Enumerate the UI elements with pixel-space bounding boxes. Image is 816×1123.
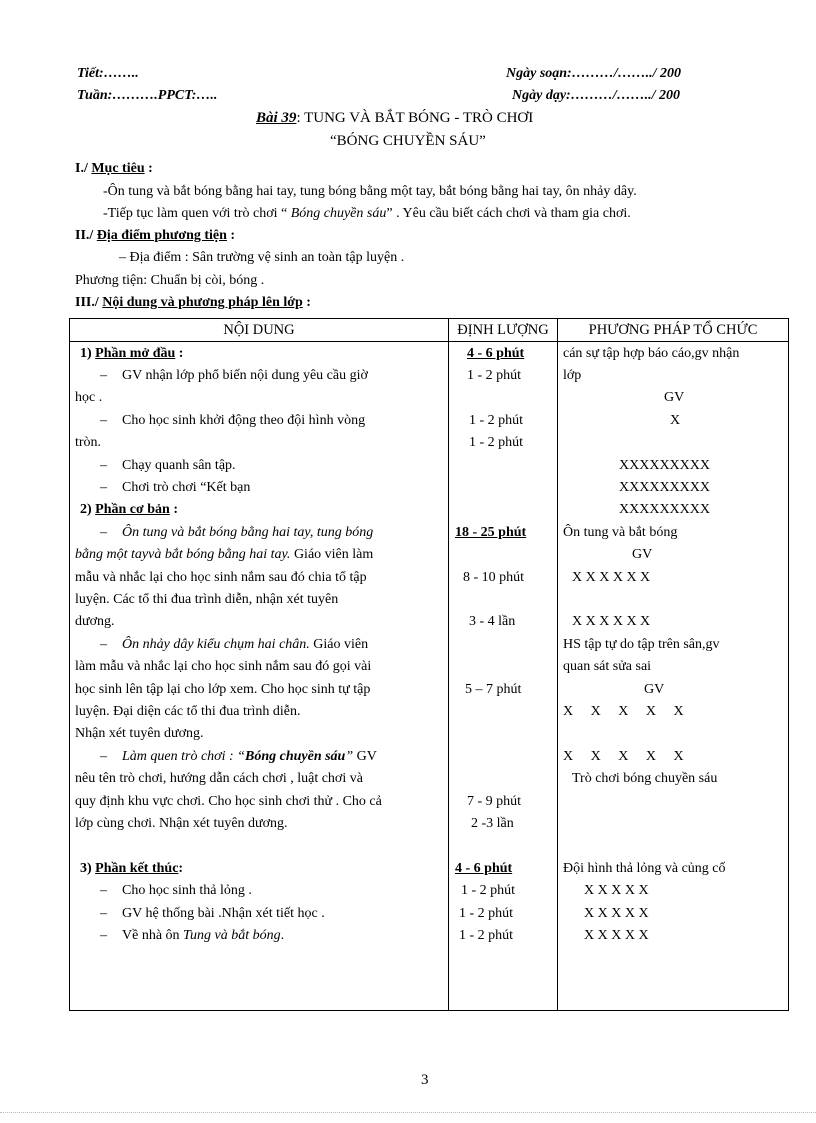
part1-item-b: – Cho học sinh khởi động theo đội hình vòng [100, 413, 366, 428]
pp-formation-row: X X X X X X [572, 570, 651, 585]
part2-item-c-line3: quy định khu vực chơi. Cho học sinh chơi thử . Cho cả [75, 794, 382, 809]
table-header-row [70, 319, 789, 342]
dl-value: 5 – 7 phút [465, 682, 522, 697]
lesson-title-line2: “BÓNG CHUYỀN SÁU” [330, 133, 486, 149]
dl-part2-total: 18 - 25 phút [455, 525, 527, 540]
pp-text: Đội hình thả lỏng và củng cố [563, 861, 726, 876]
part3-heading: 3) Phần kết thúc: [80, 861, 184, 876]
lesson-title-text: : TUNG VÀ BẮT BÓNG - TRÒ CHƠI [296, 110, 534, 126]
part2-item-c-line4: lớp cùng chơi. Nhận xét tuyên dương. [75, 816, 288, 831]
content-cell [70, 342, 449, 1011]
part2-item-a-line4: luyện. Các tổ thi đua trình diễn, nhận xét tuyên [75, 592, 339, 607]
dl-value: 3 - 4 lần [469, 614, 516, 629]
phuong-tien-line: Phương tiện: Chuẩn bị còi, bóng . [75, 273, 265, 288]
part3-item-a: – Cho học sinh thả lỏng . [100, 883, 252, 898]
ngay-day-label: Ngày dạy:………/……../ 200 [512, 88, 680, 103]
part2-item-c-line2: nêu tên trò chơi, hướng dẫn cách chơi , luật chơi và [75, 771, 363, 786]
tiet-label: Tiết:…….. [77, 66, 139, 81]
phuong-phap-cell [558, 342, 789, 1011]
pp-text: quan sát sửa sai [563, 659, 652, 674]
part1-heading: 1) Phần mở đầu : [80, 346, 184, 361]
part2-item-c: – Làm quen trò chơi : “Bóng chuyền sáu” GV [100, 749, 377, 764]
part3-item-c: – Về nhà ôn Tung và bắt bóng. [100, 928, 285, 943]
part1-item-a-cont: học . [75, 390, 103, 405]
part2-item-b-line5: Nhận xét tuyên dương. [75, 726, 204, 741]
table-body-row [70, 342, 789, 1011]
pp-formation-row: XXXXXXXXX [619, 502, 710, 517]
part2-item-b-line4: luyện. Đại diện các tổ thi đua trình diễn. [75, 704, 301, 719]
pp-formation-row: X X X X X [584, 883, 649, 898]
pp-gv-marker: GV [664, 390, 685, 405]
dl-value: 2 -3 lần [471, 816, 514, 831]
lesson-plan-table [69, 318, 789, 1011]
pp-text: HS tập tự do tập trên sân,gv [563, 637, 720, 652]
muc-tieu-line1: -Ôn tung và bắt bóng bằng hai tay, tung bóng bằng một tay, bắt bóng bằng hai tay, ôn nhảy dây. [103, 184, 637, 199]
pp-formation-row: XXXXXXXXX [619, 480, 710, 495]
part2-heading: 2) Phần cơ bản : [80, 502, 179, 517]
part2-item-a-line2: bằng một tayvà bắt bóng bằng hai tay. Giáo viên làm [75, 547, 374, 562]
dl-value: 1 - 2 phút [459, 928, 514, 943]
dl-value: 1 - 2 phút [467, 368, 522, 383]
part1-item-c: – Chạy quanh sân tập. [100, 458, 236, 473]
pp-formation-row: X X X X X [584, 906, 649, 921]
pp-formation-row: X X X X X [584, 928, 649, 943]
part3-item-b: – GV hệ thống bài .Nhận xét tiết học . [100, 906, 325, 921]
part1-item-b-cont: tròn. [75, 435, 102, 450]
header-noi-dung: NỘI DUNG [70, 319, 449, 342]
pp-formation-row: X X X X X X [572, 614, 651, 629]
ngay-soan-label: Ngày soạn:………/……../ 200 [506, 66, 681, 81]
pp-formation-row: X X X X X [563, 749, 684, 764]
dl-value: 1 - 2 phút [461, 883, 516, 898]
muc-tieu-line2: -Tiếp tục làm quen với trò chơi “ Bóng chuyền sáu” . Yêu cầu biết cách chơi và tham gia chơi. [103, 206, 631, 221]
pp-text: Trò chơi bóng chuyền sáu [572, 771, 718, 786]
section-noi-dung-heading: III./ Nội dung và phương pháp lên lớp : [75, 295, 311, 310]
pp-formation-row: XXXXXXXXX [619, 458, 710, 473]
pp-formation-row: X X X X X [563, 704, 684, 719]
part2-item-b: – Ôn nhảy dây kiểu chụm hai chân. Giáo viên [100, 637, 369, 652]
part2-item-a-line5: dương. [75, 614, 115, 629]
header-dinh-luong: ĐỊNH LƯỢNG [449, 319, 558, 342]
part2-item-a-line3: mẫu và nhắc lại cho học sinh nắm sau đó chia tổ tập [75, 570, 367, 585]
pp-gv-marker: GV [632, 547, 653, 562]
dl-value: 1 - 2 phút [459, 906, 514, 921]
pp-text: cán sự tập hợp báo cáo,gv nhận [563, 346, 740, 361]
part1-item-d: – Chơi trò chơi “Kết bạn [100, 480, 251, 495]
part2-item-a: – Ôn tung và bắt bóng bằng hai tay, tung bóng [100, 525, 374, 540]
part2-item-b-line3: học sinh lên tập lại cho lớp xem. Cho học sinh tự tập [75, 682, 371, 697]
page-bottom-divider [0, 1112, 816, 1113]
dl-value: 7 - 9 phút [467, 794, 522, 809]
dl-value: 1 - 2 phút [469, 413, 524, 428]
tuan-ppct-label: Tuần:……….PPCT:….. [77, 88, 218, 103]
part2-item-b-line2: làm mẫu và nhắc lại cho học sinh nắm sau đó gọi vài [75, 659, 372, 674]
pp-text: lớp [563, 368, 582, 383]
dl-part3-total: 4 - 6 phút [455, 861, 513, 876]
dia-diem-line: – Địa điểm : Sân trường vệ sinh an toàn tập luyện . [119, 250, 405, 265]
lesson-title-line1 [256, 110, 533, 127]
header-phuong-phap: PHƯƠNG PHÁP TỔ CHỨC [558, 319, 789, 342]
pp-formation-row: X [670, 413, 681, 428]
section-muc-tieu-heading: I./ Mục tiêu : [75, 161, 153, 176]
dl-value: 1 - 2 phút [469, 435, 524, 450]
section-dia-diem-heading: II./ Địa điểm phương tiện : [75, 228, 236, 243]
page-number: 3 [421, 1072, 429, 1088]
dl-value: 8 - 10 phút [463, 570, 525, 585]
pp-gv-marker: GV [644, 682, 665, 697]
dinh-luong-cell [449, 342, 558, 1011]
lesson-number: Bài 39 [256, 110, 297, 126]
part1-item-a: – GV nhận lớp phổ biến nội dung yêu cầu giờ [100, 368, 368, 383]
pp-text: Ôn tung và bắt bóng [563, 525, 678, 540]
dl-part1-total: 4 - 6 phút [467, 346, 525, 361]
